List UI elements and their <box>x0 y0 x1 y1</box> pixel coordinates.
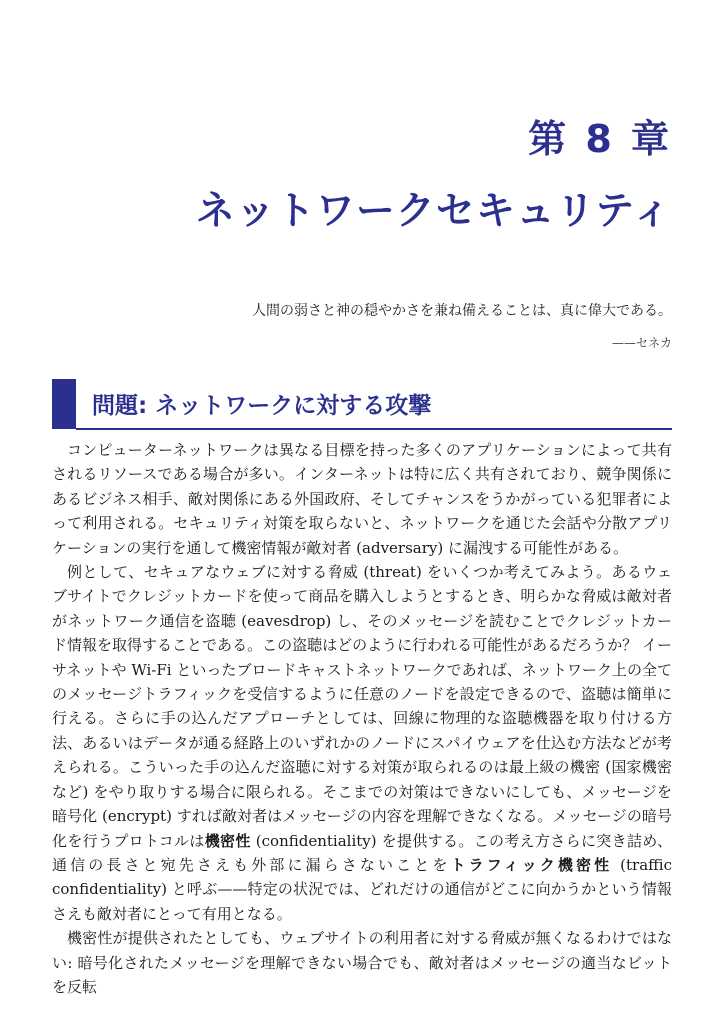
term-confidentiality: 機密性 <box>204 831 251 850</box>
paragraph-2-part-d: (traffic confidentiality) と呼ぶ——特定の状況では、どれだけの通信がどこに向かうかという情報さえも敵対者にとって有用となる。 <box>52 855 672 923</box>
body-text <box>52 438 672 999</box>
paragraph-2-part-a: 例として、セキュアなウェブに対する脅威 (threat) をいくつか考えてみよう。あるウェブサイトでクレジットカードを使って商品を購入しようとするとき、明らかな脅威は敵対者がネットワーク通信を盗聴 (eavesdrop) し、そのメッセージを読むことでクレジットカード情報を取得することである。この盗聴はどのように行われる可能性があるだろうか？ イーサネットや Wi-Fi といったブロードキャストネットワークであれば、ネットワーク上の全てのメッセージトラフィックを受信するように任意のノードを設定できるので、盗聴は簡単に行える。さらに手の込んだアプローチとしては、回線に物理的な盗聴機器を取り付ける方法、あるいはデータが通る経路上のいずれかのノードにスパイウェアを仕込む方法などが考えられる。こういった手の込んだ盗聴に対する対策が取られるのは最上級の機密 (国家機密など) をやり取りする場合に限られる。そこまでの対策はできないにしても、メッセージを暗号化 (encrypt) すれば敵対者はメッセージの内容を理解できなくなる。メッセージの暗号化を行うプロトコルは <box>52 563 672 850</box>
epigraph-quote: 人間の弱さと神の穏やかさを兼ね備えることは、真に偉大である。 <box>252 303 672 319</box>
paragraph-3: 機密性が提供されたとしても、ウェブサイトの利用者に対する脅威が無くなるわけではない: 暗号化されたメッセージを理解できない場合でも、敵対者はメッセージの適当なビットを反転 <box>52 929 672 996</box>
chapter-number: 第 8 章 <box>528 117 672 161</box>
paragraph-2-part-c: (confidentiality) を提供する。この考え方さらに突き詰め、通信の長さと宛先さえも外部に漏らさないことを <box>52 831 672 874</box>
term-traffic-confidentiality: トラフィック機密性 <box>450 855 613 874</box>
section-underline <box>76 428 672 430</box>
section-title: 問題: ネットワークに対する攻撃 <box>92 393 432 419</box>
paragraph-1: コンピューターネットワークは異なる目標を持った多くのアプリケーションによって共有されるリソースである場合が多い。インターネットは特に広く共有されており、競争関係にあるビジネス相手、敵対関係にある外国政府、そしてチャンスをうかがっている犯罪者によって利用される。セキュリティ対策を取らないと、ネットワークを通じた会話や分散アプリケーションの実行を通して機密情報が敵対者 (adversary) に漏洩する可能性がある。 <box>52 441 672 557</box>
paragraph-2 <box>52 560 672 926</box>
chapter-title: ネットワークセキュリティ <box>195 189 672 234</box>
section-marker-bar <box>52 379 76 429</box>
epigraph-attribution: ——セネカ <box>611 336 672 350</box>
